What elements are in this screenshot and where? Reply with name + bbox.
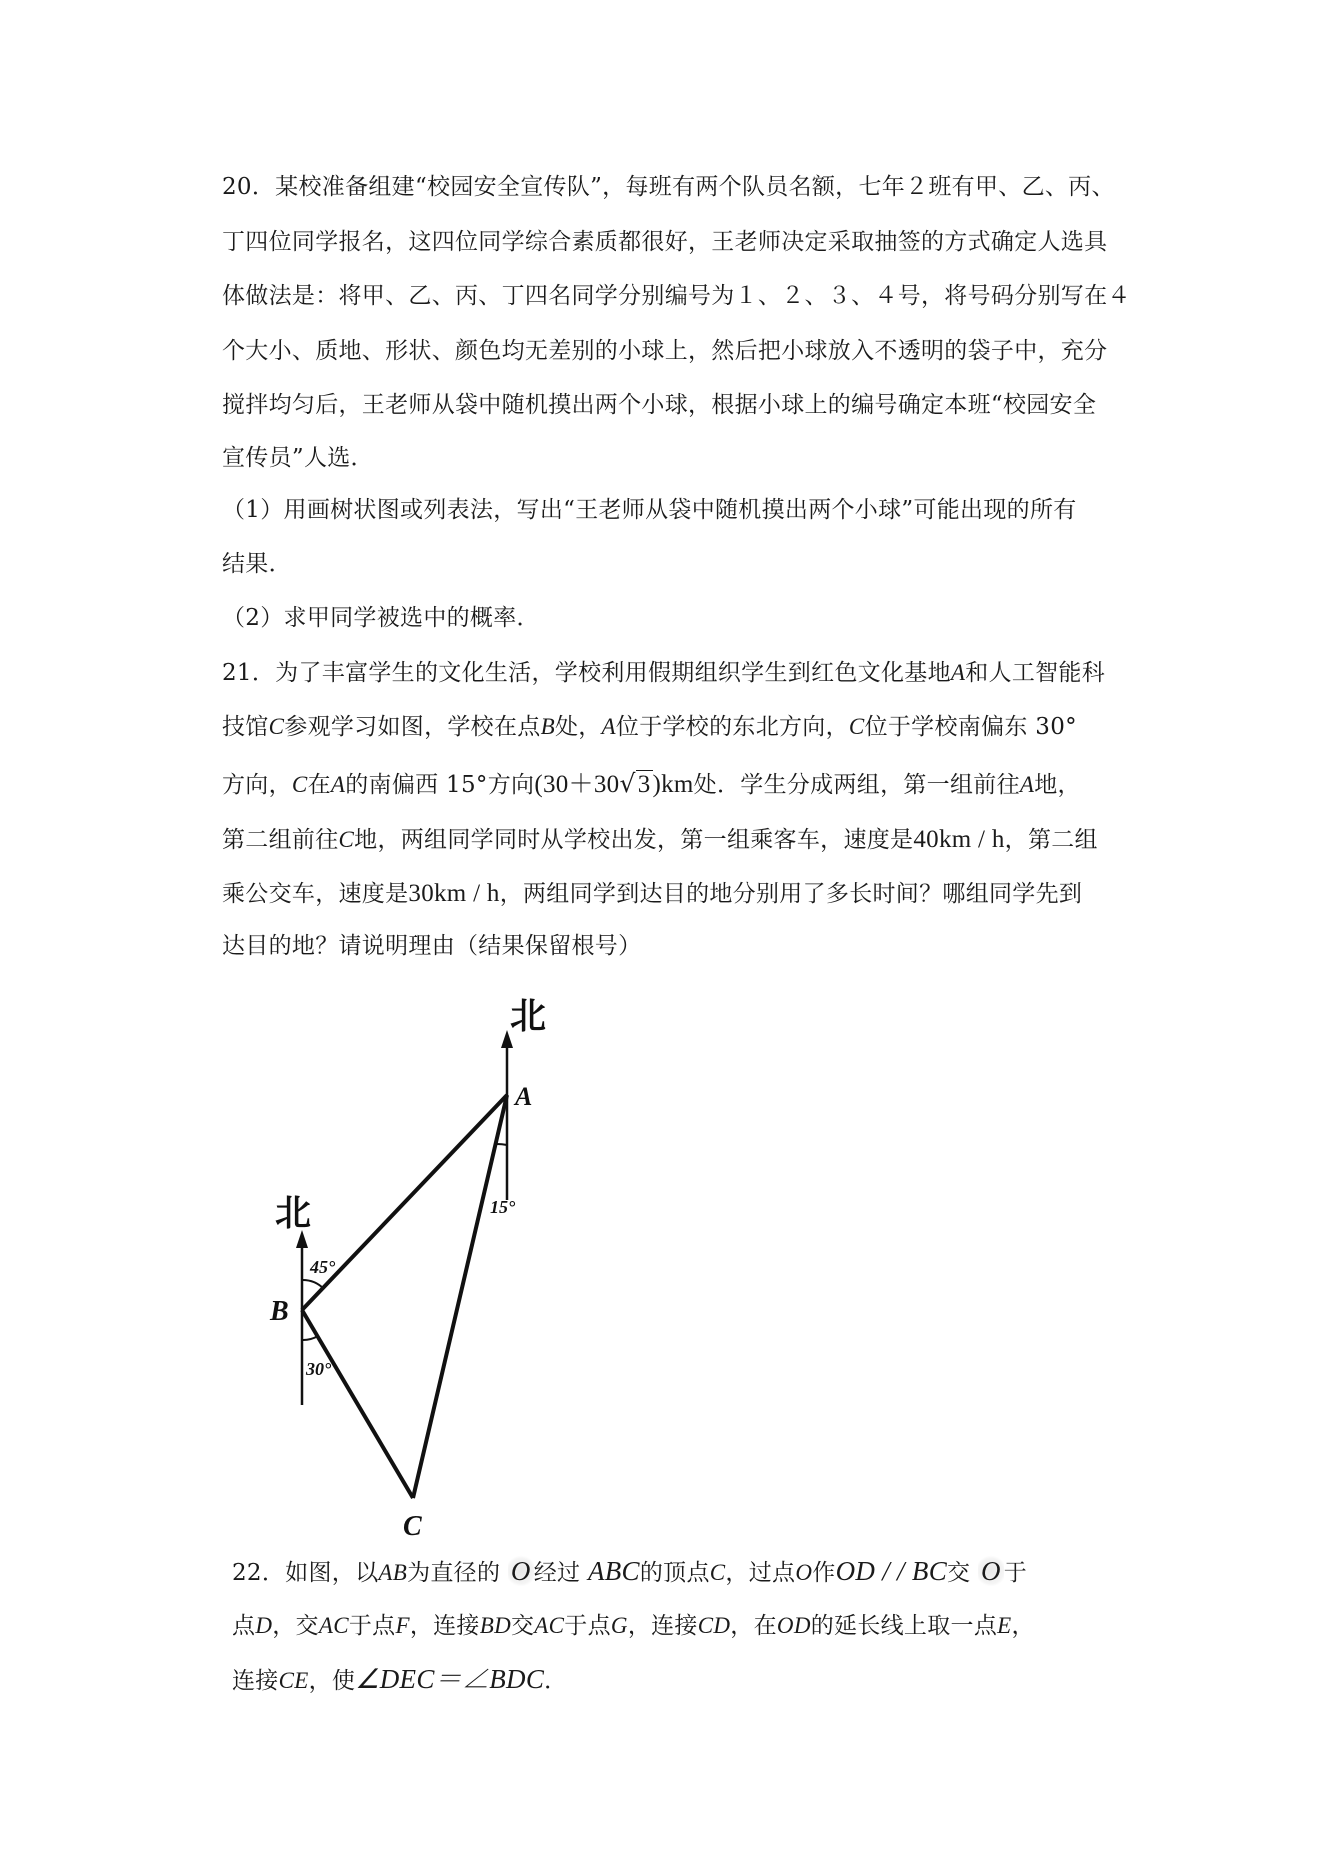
q22-text: 于点 bbox=[348, 1613, 396, 1639]
q21-text: 和人工智能科 bbox=[965, 660, 1106, 686]
q21-text: 地， bbox=[1034, 772, 1081, 798]
triangle-abc-symbol: ABC bbox=[587, 1556, 640, 1586]
north-label-left: 北 bbox=[275, 1193, 312, 1233]
q20-line-5: 搅拌均匀后，王老师从袋中随机摸出两个小球，根据小球上的编号确定本班“校园安全 bbox=[222, 392, 1097, 418]
q20-line-6: 宣传员”人选． bbox=[222, 445, 374, 471]
point-f: F bbox=[395, 1613, 410, 1638]
point-c: C bbox=[268, 714, 285, 739]
circle-o-symbol: O bbox=[978, 1555, 1004, 1587]
q20-line-4: 个大小、质地、形状、颜色均无差别的小球上，然后把小球放入不透明的袋子中，充分 bbox=[222, 338, 1108, 364]
q22-text: ，在 bbox=[730, 1613, 777, 1639]
segment-od-text: OD bbox=[776, 1613, 811, 1638]
q21-text: ，两组同学到达目的地分别用了多长时间？哪组同学先到 bbox=[499, 881, 1083, 907]
q22-text: 的延长线上取一点 bbox=[810, 1613, 998, 1639]
q22-text: ，使 bbox=[308, 1668, 356, 1694]
segment-ac bbox=[413, 1095, 507, 1498]
point-c: C bbox=[709, 1560, 726, 1585]
point-c: C bbox=[848, 714, 865, 739]
angle-label-45: 45° bbox=[310, 1257, 336, 1277]
q21-text: ，第二组 bbox=[1004, 827, 1098, 853]
q22-text: ． bbox=[544, 1668, 568, 1694]
parallel-expression: OD / / BC bbox=[835, 1556, 948, 1586]
q22-text: 为直径的 bbox=[407, 1560, 501, 1586]
q22-text: ，过点 bbox=[725, 1560, 796, 1586]
q22-text: ，连接 bbox=[627, 1613, 698, 1639]
q21-text: 的南偏西 15°方向 bbox=[345, 772, 535, 798]
q22-text: ， bbox=[1011, 1613, 1035, 1639]
angle-label-30: 30° bbox=[306, 1359, 332, 1379]
point-a: A bbox=[950, 660, 966, 685]
point-c: C bbox=[338, 827, 355, 852]
q21-text: 技馆 bbox=[222, 714, 269, 740]
point-a: A bbox=[330, 772, 346, 797]
expr-prefix: (30＋30 bbox=[534, 771, 620, 798]
q21-text: 处．学生分成两组，第一组前往 bbox=[693, 772, 1020, 798]
point-g: G bbox=[610, 1613, 628, 1638]
q21-line-5 bbox=[222, 878, 1082, 910]
label-a: A bbox=[515, 1082, 533, 1111]
sqrt-radicand: 3 bbox=[637, 771, 651, 798]
sqrt-expression bbox=[619, 768, 652, 801]
q21-line-1 bbox=[222, 657, 1105, 689]
circle-o-symbol: O bbox=[508, 1555, 534, 1587]
point-o: O bbox=[795, 1560, 813, 1585]
segment-ac-text: AC bbox=[534, 1613, 565, 1638]
distance-expression bbox=[534, 771, 693, 798]
speed-30: 30km / h bbox=[408, 880, 500, 907]
segment-ab bbox=[302, 1095, 507, 1310]
q20-part-2: （2）求甲同学被选中的概率． bbox=[222, 605, 540, 631]
q20-part-1-line-1: （1）用画树状图或列表法，写出“王老师从袋中随机摸出两个小球”可能出现的所有 bbox=[222, 497, 1077, 523]
direction-figure bbox=[240, 990, 580, 1550]
q21-text: 处， bbox=[554, 714, 602, 740]
q22-line-3 bbox=[232, 1663, 567, 1697]
q22-text: 连接 bbox=[232, 1668, 279, 1694]
q20-line-1: 20．某校准备组建“校园安全宣传队”，每班有两个队员名额，七年２班有甲、乙、丙、 bbox=[222, 174, 1115, 200]
segment-bd-text: BD bbox=[479, 1613, 511, 1638]
q22-text: 交 bbox=[947, 1560, 971, 1586]
speed-40: 40km / h bbox=[913, 826, 1005, 853]
angle-arc-30 bbox=[302, 1336, 318, 1340]
point-c: C bbox=[291, 772, 308, 797]
angle-equation: ∠DEC＝∠BDC bbox=[355, 1664, 545, 1694]
q21-text: 方向， bbox=[222, 772, 292, 798]
segment-ce-text: CE bbox=[278, 1668, 309, 1693]
q22-text: 的顶点 bbox=[639, 1560, 710, 1586]
point-b: B bbox=[540, 714, 555, 739]
angle-label-15: 15° bbox=[490, 1197, 516, 1217]
q21-text: 在 bbox=[307, 772, 331, 798]
q20-part-1-line-2: 结果． bbox=[222, 551, 292, 577]
q22-text: 点 bbox=[232, 1613, 256, 1639]
q22-text: 于 bbox=[1003, 1560, 1028, 1586]
q21-line-3 bbox=[222, 768, 1081, 801]
segment-bc bbox=[302, 1310, 413, 1498]
q22-text: 交 bbox=[510, 1613, 535, 1639]
point-e: E bbox=[997, 1613, 1012, 1638]
label-c: C bbox=[403, 1511, 422, 1542]
q22-text: ，连接 bbox=[409, 1613, 480, 1639]
sqrt-sign: √ bbox=[619, 769, 636, 798]
q22-text: 作 bbox=[812, 1560, 836, 1586]
point-a: A bbox=[1019, 772, 1035, 797]
q21-text: 参观学习如图，学校在点 bbox=[284, 714, 541, 740]
q21-text: 21．为了丰富学生的文化生活，学校利用假期组织学生到红色文化基地 bbox=[222, 660, 951, 686]
segment-ab-text: AB bbox=[378, 1560, 408, 1585]
q22-text: 于点 bbox=[564, 1613, 611, 1639]
point-d: D bbox=[255, 1613, 273, 1638]
q21-text: 地，两组同学同时从学校出发，第一组乘客车，速度是 bbox=[354, 827, 914, 853]
segment-cd-text: CD bbox=[697, 1613, 731, 1638]
q21-text: 乘公交车，速度是 bbox=[222, 881, 409, 907]
label-b: B bbox=[270, 1296, 289, 1327]
north-label-top: 北 bbox=[510, 996, 547, 1036]
q20-line-3: 体做法是：将甲、乙、丙、丁四名同学分别编号为１、２、３、４号，将号码分别写在４ bbox=[222, 283, 1131, 309]
segment-ac-text: AC bbox=[318, 1613, 349, 1638]
q22-line-1 bbox=[232, 1555, 1027, 1589]
q21-line-6: 达目的地？请说明理由（结果保留根号） bbox=[222, 933, 642, 959]
q21-text: 位于学校南偏东 30° bbox=[864, 714, 1077, 740]
q21-text: 位于学校的东北方向， bbox=[615, 714, 849, 740]
q21-line-2 bbox=[222, 711, 1077, 743]
q22-text: 22．如图，以 bbox=[232, 1560, 379, 1586]
angle-arc-15 bbox=[495, 1144, 507, 1145]
point-a: A bbox=[601, 714, 616, 739]
expr-suffix: )km bbox=[652, 771, 694, 798]
q22-line-2 bbox=[232, 1610, 1035, 1642]
q21-text: 第二组前往 bbox=[222, 827, 339, 853]
q21-line-4 bbox=[222, 824, 1098, 856]
q22-text: 经过 bbox=[533, 1560, 581, 1586]
q20-line-2: 丁四位同学报名，这四位同学综合素质都很好，王老师决定采取抽签的方式确定人选具 bbox=[222, 229, 1108, 255]
q22-text: ，交 bbox=[272, 1613, 319, 1639]
